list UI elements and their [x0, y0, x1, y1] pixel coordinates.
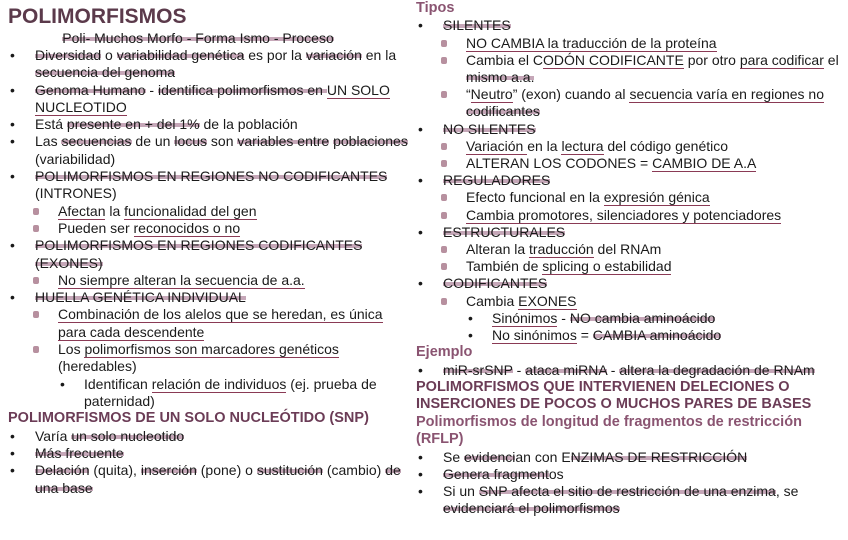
bullet-icon: • [10, 116, 15, 133]
highlighted-text: secuencia del genoma [35, 64, 176, 81]
text: También de [466, 258, 543, 275]
bullet-icon: • [10, 289, 15, 306]
highlighted-text: evidenci [464, 448, 516, 465]
highlighted-text: POLIMORFISMOS EN REGIONES CODIFICANTES [35, 237, 363, 254]
dash-bullet-icon [441, 263, 447, 270]
text: Si un [443, 482, 479, 499]
text: por otro [683, 51, 740, 68]
bullet-icon: • [418, 275, 423, 292]
highlighted-text: NZIMAS DE RESTRICCIÓN [570, 448, 748, 465]
text: ” (exon) cuando al [512, 86, 630, 103]
bullet-icon: • [418, 17, 423, 34]
list-item [416, 449, 846, 466]
text: en la [527, 137, 562, 154]
list-item [8, 116, 408, 133]
list-item [8, 445, 408, 462]
list-item [8, 428, 408, 445]
text: - [606, 361, 620, 378]
text: de un [131, 133, 175, 150]
list-item [416, 52, 846, 86]
highlighted-text: Delación [35, 462, 90, 479]
underlined-text: Cambia promotores, silenciadores y potenciadores [466, 206, 782, 223]
bullet-icon: • [10, 47, 15, 63]
underlined-text: reconocidos o no [133, 219, 241, 236]
text: = [576, 327, 593, 344]
underlined-text: secuencia varía en regiones no [629, 86, 825, 103]
list-item [416, 121, 846, 138]
text: Los [58, 341, 85, 358]
underlined-text: Sinónimos [492, 309, 558, 326]
bullet-icon: • [60, 375, 65, 392]
dash-bullet-icon [441, 212, 447, 219]
text: , se [775, 482, 799, 499]
dash-bullet-icon [33, 277, 39, 284]
bullet-icon: • [418, 361, 423, 378]
dash-bullet-icon [33, 346, 39, 353]
text: son [207, 133, 238, 150]
list-item [416, 362, 846, 379]
bullet-icon: • [418, 482, 423, 499]
snp-list [8, 428, 408, 497]
highlighted-text: Genoma Humano [35, 81, 146, 98]
tipos-heading: Tipos [416, 0, 455, 16]
bullet-icon: • [468, 327, 473, 344]
underlined-text: Neutro [470, 86, 513, 103]
text: en la [361, 47, 397, 63]
bullet-icon: • [10, 168, 15, 185]
list-item [416, 224, 846, 241]
text: (INTRONES) [35, 185, 117, 202]
list-item [416, 466, 846, 483]
dash-bullet-icon [33, 225, 39, 232]
list-item [8, 203, 408, 220]
highlighted-text: ataca miRNA [525, 361, 607, 378]
list-item [416, 207, 846, 224]
text: es por la [244, 47, 306, 63]
highlighted-text: codificantes [466, 103, 540, 120]
text: (cambio) [322, 462, 386, 479]
dash-bullet-icon [441, 298, 447, 305]
bullet-icon: • [10, 237, 15, 254]
rflp-list [416, 449, 846, 518]
list-item [416, 327, 846, 344]
bullet-icon: • [10, 133, 15, 150]
text: (pone) o [196, 462, 257, 479]
highlighted-text: sustitución [256, 462, 323, 479]
bullet-icon: • [10, 444, 15, 461]
highlighted-text: presente en + del 1% [66, 116, 200, 133]
text: Varía [35, 427, 72, 444]
highlighted-text: Diversidad [35, 47, 102, 63]
subtitle [8, 30, 388, 47]
highlighted-text: CODIFICANTES [443, 275, 548, 292]
highlighted-text: SNP afecta el sitio de restricción de una enzima [478, 482, 776, 499]
highlighted-text: altera la degradación de RNAm [619, 361, 815, 378]
highlighted-text: de una base [35, 462, 401, 496]
underlined-text: splicing o estabilidad [542, 258, 672, 275]
dash-bullet-icon [441, 143, 447, 150]
underlined-text: para codificar [739, 51, 824, 68]
bullet-icon: • [418, 120, 423, 137]
highlighted-text: miR-srSNP [443, 361, 513, 378]
underlined-text: No siempre alteran la secuencia de a.a. [58, 271, 305, 288]
text: Identifican [84, 375, 152, 392]
list-item [8, 462, 408, 497]
underlined-text: lectura [561, 137, 604, 154]
list-item [8, 220, 408, 237]
text: Alteran la [466, 241, 530, 258]
text: Cambia el C [466, 51, 544, 68]
list-item [8, 289, 408, 306]
highlighted-text: variabilidad genética [116, 47, 245, 63]
list-item [8, 306, 408, 341]
text: an con E [515, 448, 571, 465]
highlighted-text: NO cambia aminoácido [569, 309, 716, 326]
highlighted-text: identifica polimorfismos en [157, 81, 327, 98]
list-item [416, 86, 846, 120]
highlighted-text: variables entre [237, 133, 330, 150]
underlined-text: Variación [466, 137, 528, 154]
ejemplo-heading: Ejemplo [416, 344, 473, 361]
snp-heading: POLIMORFISMOS DE UN SOLO NUCLEÓTIDO (SNP) [8, 410, 369, 427]
text: Cambia [466, 292, 519, 309]
underlined-text: UN SOLO NUCLEOTIDO [35, 81, 390, 115]
dash-bullet-icon [441, 57, 447, 64]
bullet-icon: • [418, 465, 423, 482]
text: Está [35, 116, 67, 133]
dash-bullet-icon [441, 91, 447, 98]
list-item [8, 133, 408, 168]
underlined-text: Afectan [58, 202, 106, 219]
bullet-icon: • [10, 81, 15, 98]
text: (quita), [89, 462, 141, 479]
list-item [416, 310, 846, 327]
list-item [416, 155, 846, 172]
text: el [823, 51, 839, 68]
text: os [548, 465, 564, 482]
text: ALTERAN LOS CODONES = [466, 155, 653, 172]
dash-bullet-icon [441, 160, 447, 167]
right-column [416, 0, 846, 517]
text: - [557, 309, 570, 326]
underlined-text: No sinónimos [492, 327, 577, 344]
list-item [8, 168, 408, 203]
underlined-text: EXONES [518, 292, 577, 309]
indel-heading: POLIMORFISMOS QUE INTERVIENEN DELECIONES O INSERCIONES DE POCOS O MUCHOS PARES DE BASES [416, 378, 812, 413]
text: de la población [199, 116, 298, 133]
list-item [416, 138, 846, 155]
list-item [416, 35, 846, 52]
highlighted-text: un solo nucleotido [71, 427, 185, 444]
underlined-text: CAMBIO DE A.A [652, 155, 757, 172]
list-item [416, 258, 846, 275]
list-item [416, 241, 846, 258]
tipos-list [416, 17, 846, 344]
highlighted-text: ESTRUCTURALES [443, 223, 566, 240]
list-item [416, 172, 846, 189]
highlighted-text: NO SILENTES [443, 120, 536, 137]
ejemplo-list [416, 362, 846, 379]
text: (variabilidad) [35, 150, 116, 167]
text: (heredables) [58, 358, 137, 375]
dash-bullet-icon [33, 208, 39, 215]
subtitle-text: Poli- Muchos Morfo - Forma Ismo - Proceso [62, 30, 334, 46]
underlined-text: NO CAMBIA la traducción de la proteína [466, 34, 717, 51]
dash-bullet-icon [441, 194, 447, 201]
underlined-text: traducción [529, 241, 594, 258]
list-item [8, 341, 408, 376]
underlined-text: polimorfismos son marcadores genéticos [84, 341, 339, 358]
highlighted-text: Genera fragment [443, 465, 549, 482]
highlighted-text: Más frecuente [35, 444, 124, 461]
highlighted-text: POLIMORFISMOS EN REGIONES NO CODIFICANTES [35, 168, 388, 185]
bullet-icon: • [10, 462, 15, 479]
underlined-text: funcionalidad del gen [124, 202, 257, 219]
highlighted-text: inserción [140, 462, 197, 479]
text: Las [35, 133, 62, 150]
text: Efecto funcional en la [466, 189, 604, 206]
bullet-icon: • [10, 427, 15, 444]
text: - [512, 361, 526, 378]
highlighted-text: locus [174, 133, 208, 150]
text: Se [443, 448, 465, 465]
highlighted-text: REGULADORES [443, 172, 551, 189]
highlighted-text: SILENTES [443, 17, 511, 34]
list-item [416, 17, 846, 34]
underlined-text: ODÓN CODIFICANTE [543, 51, 684, 68]
text: “ [466, 86, 471, 103]
list-item [8, 272, 408, 289]
highlighted-text: secuencias [61, 133, 132, 150]
list-item [416, 275, 846, 292]
list-item [8, 237, 408, 272]
page-title: POLIMORFISMOS [8, 5, 187, 28]
list-item [8, 376, 408, 411]
highlighted-text: poblaciones [333, 133, 408, 150]
highlighted-text: mismo a.a. [466, 69, 535, 86]
highlighted-text: (EXONES) [35, 254, 103, 271]
highlighted-text: CAMBIA aminoácido [592, 327, 722, 344]
bullet-icon: • [418, 223, 423, 240]
highlighted-text: evidenciará el polimorfismos [443, 500, 620, 517]
polimorfismos-list [8, 47, 408, 410]
highlighted-text: HUELLA GENÉTICA INDIVIDUAL [35, 289, 246, 306]
list-item [416, 293, 846, 310]
text: (ej. prueba de paternidad) [84, 375, 377, 409]
highlighted-text: variación [305, 47, 362, 63]
text: Pueden ser [58, 219, 134, 236]
underlined-text: Combinación de los alelos que se heredan, es única para cada descendente [58, 306, 383, 340]
rflp-heading: Polimorfismos de longitud de fragmentos de restricción (RFLP) [416, 413, 802, 448]
list-item [8, 82, 408, 117]
list-item [8, 47, 408, 82]
underlined-text: relación de individuos [151, 375, 287, 392]
dash-bullet-icon [441, 40, 447, 47]
bullet-icon: • [418, 448, 423, 465]
bullet-icon: • [468, 309, 473, 326]
left-column [8, 0, 408, 497]
text: del código genético [603, 137, 729, 154]
list-item [416, 483, 846, 517]
underlined-text: expresión génica [603, 189, 710, 206]
text: o [101, 47, 117, 63]
bullet-icon: • [418, 172, 423, 189]
text: del RNAm [593, 241, 662, 258]
dash-bullet-icon [441, 246, 447, 253]
text: - [145, 81, 158, 98]
dash-bullet-icon [33, 311, 39, 318]
text: la [105, 202, 125, 219]
list-item [416, 189, 846, 206]
